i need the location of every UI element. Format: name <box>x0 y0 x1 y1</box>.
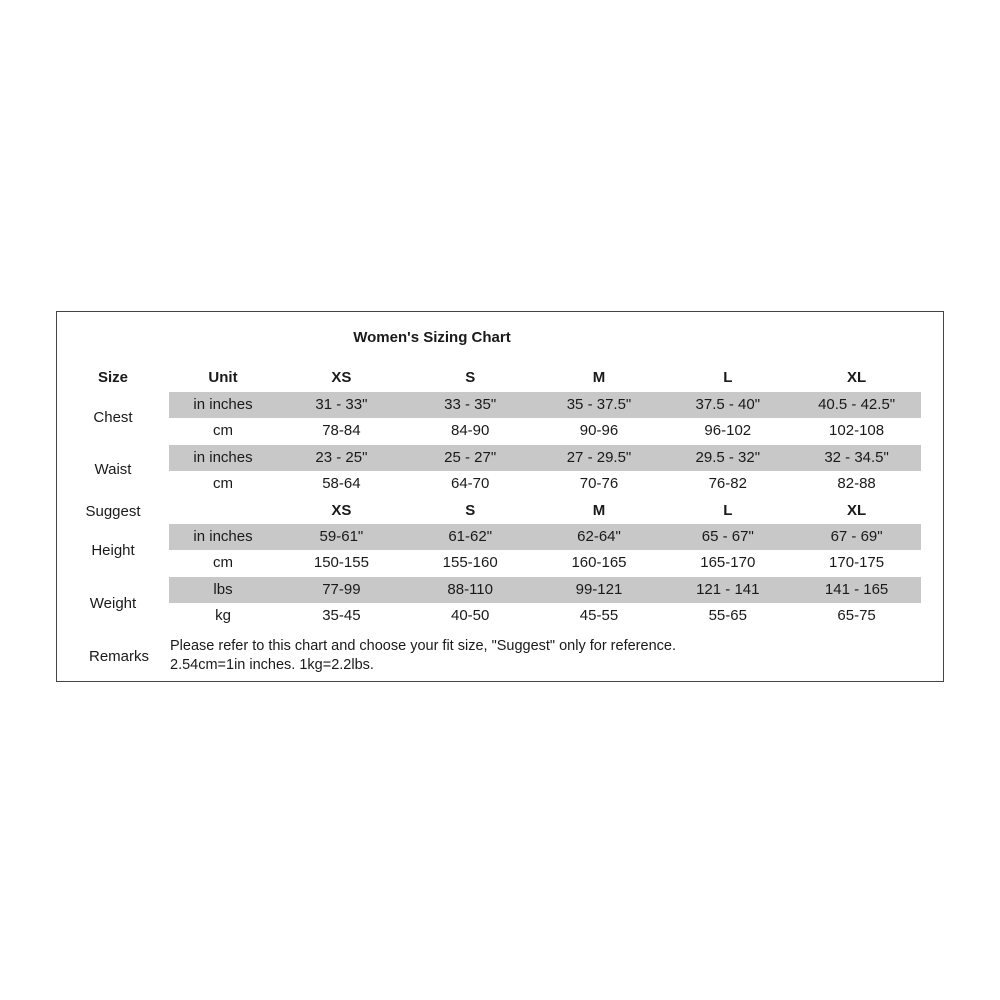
suggest-sizes-row <box>169 498 921 524</box>
unit-cell: cm <box>213 475 233 492</box>
table-row <box>169 524 921 550</box>
value-cell: 32 - 34.5" <box>824 449 889 466</box>
value-cell: 27 - 29.5" <box>566 449 632 466</box>
waist-label: Waist <box>94 461 132 478</box>
chest-label: Chest <box>93 409 133 426</box>
remarks-line-2: 2.54cm=1in inches. 1kg=2.2lbs. <box>170 657 374 673</box>
chart-title: Women's Sizing Chart <box>353 329 511 346</box>
value-cell: 29.5 - 32" <box>695 449 761 466</box>
remarks-label: Remarks <box>88 648 149 665</box>
suggest-size-xl: XL <box>847 502 867 519</box>
value-cell: 65-75 <box>837 607 876 624</box>
value-cell: 82-88 <box>837 475 876 492</box>
empty-cell <box>169 498 277 524</box>
table-row <box>169 603 921 629</box>
weight-label: Weight <box>89 595 137 612</box>
sizing-chart <box>56 311 944 682</box>
remarks-line-1: Please refer to this chart and choose your fit size, "Suggest" only for reference. <box>170 638 676 654</box>
suggest-label: Suggest <box>85 503 141 520</box>
unit-cell: in inches <box>193 396 253 413</box>
height-label: Height <box>91 542 135 559</box>
header-row <box>169 365 921 391</box>
value-cell: 102-108 <box>829 422 885 439</box>
value-cell: 99-121 <box>575 581 623 598</box>
value-cell: 78-84 <box>322 422 361 439</box>
value-cell: 84-90 <box>451 422 490 439</box>
unit-cell: lbs <box>213 581 233 598</box>
table-row <box>169 550 921 576</box>
value-cell: 141 - 165 <box>824 581 889 598</box>
value-cell: 59-61" <box>319 528 364 545</box>
value-cell: 35-45 <box>322 607 361 624</box>
value-cell: 33 - 35" <box>444 396 497 413</box>
unit-cell: in inches <box>193 528 253 545</box>
value-cell: 160-165 <box>571 554 627 571</box>
size-header-xl: XL <box>847 369 867 386</box>
value-cell: 150-155 <box>313 554 369 571</box>
size-header-m: M <box>592 369 606 386</box>
value-cell: 58-64 <box>322 475 361 492</box>
value-cell: 40.5 - 42.5" <box>818 396 896 413</box>
value-cell: 25 - 27" <box>444 449 497 466</box>
value-cell: 70-76 <box>579 475 619 492</box>
value-cell: 37.5 - 40" <box>695 396 761 413</box>
value-cell: 155-160 <box>442 554 498 571</box>
value-cell: 170-175 <box>829 554 885 571</box>
value-cell: 64-70 <box>451 475 490 492</box>
value-cell: 121 - 141 <box>696 581 760 598</box>
unit-header: Unit <box>208 369 238 386</box>
value-cell: 40-50 <box>451 607 490 624</box>
suggest-size-l: L <box>723 502 733 519</box>
value-cell: 65 - 67" <box>701 528 754 545</box>
table-row <box>169 418 921 444</box>
unit-cell: kg <box>215 607 231 624</box>
value-cell: 76-82 <box>708 475 747 492</box>
value-cell: 77-99 <box>322 581 361 598</box>
suggest-size-s: S <box>465 502 476 519</box>
value-cell: 62-64" <box>577 528 621 545</box>
value-cell: 55-65 <box>708 607 747 624</box>
value-cell: 45-55 <box>579 607 619 624</box>
value-cell: 96-102 <box>704 422 752 439</box>
size-header-s: S <box>465 369 476 386</box>
unit-cell: cm <box>213 422 233 439</box>
unit-cell: cm <box>213 554 233 571</box>
suggest-size-m: M <box>592 502 606 519</box>
table-row <box>169 471 921 497</box>
size-header-xs: XS <box>331 369 352 386</box>
remarks-text <box>170 637 870 675</box>
size-header-l: L <box>723 369 733 386</box>
table-row <box>169 577 921 603</box>
value-cell: 31 - 33" <box>315 396 368 413</box>
value-cell: 61-62" <box>448 528 493 545</box>
table-row <box>169 392 921 418</box>
value-cell: 35 - 37.5" <box>566 396 632 413</box>
value-cell: 165-170 <box>700 554 756 571</box>
suggest-size-xs: XS <box>331 502 352 519</box>
value-cell: 88-110 <box>447 581 493 598</box>
value-cell: 90-96 <box>579 422 619 439</box>
value-cell: 23 - 25" <box>315 449 368 466</box>
value-cell: 67 - 69" <box>830 528 883 545</box>
size-label: Size <box>97 369 128 386</box>
table-row <box>169 445 921 471</box>
unit-cell: in inches <box>193 449 253 466</box>
